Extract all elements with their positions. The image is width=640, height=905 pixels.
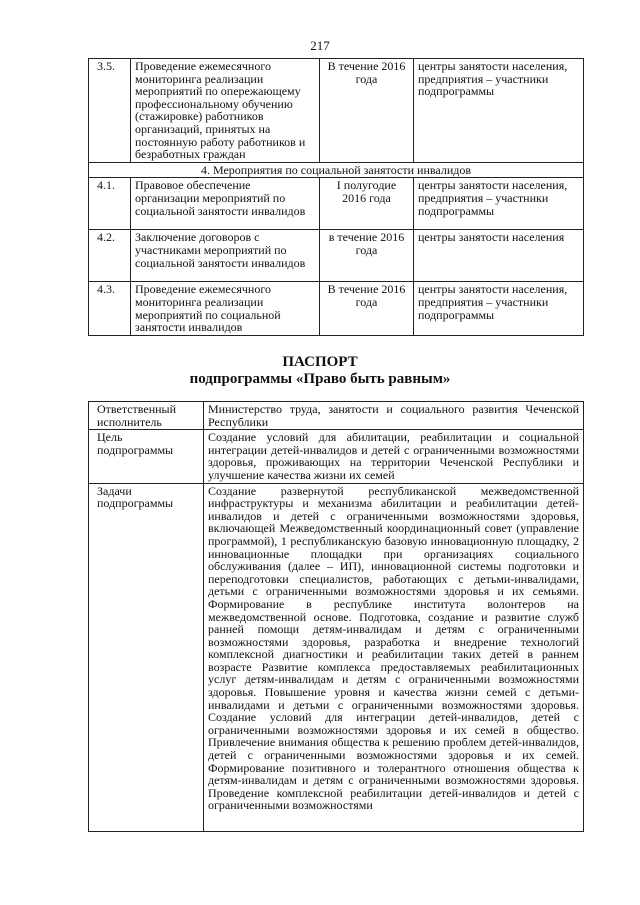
row-executors: центры занятости населения bbox=[414, 230, 584, 282]
row-action: Заключение договоров с участниками мероприятий по социальной занятости инвалидов bbox=[131, 230, 320, 282]
row-label: Задачи подпрограммы bbox=[89, 483, 204, 831]
table-row bbox=[89, 178, 584, 230]
row-value: Создание условий для абилитации, реабилитации и социальной интеграции детей-инвалидов и детей с ограниченными возможностями здоровья, проживающих на территории Чеченской Республики и улучшение качества жизни их семей bbox=[204, 430, 584, 483]
row-executors: центры занятости населения, предприятия – участники подпрограммы bbox=[414, 59, 584, 163]
row-value: Создание развернутой республиканской межведомственной инфраструктуры и механизма абилитации и реабилитации детей-инвалидов и детей с ограниченными возможностями здоровья, включающей Межведомственный координационный совет (управление программой), 1 республиканскую базовую инновационную площадку, 2 инновационные площадки при организациях социального обслуживания (далее – ИП), инновационной системы подготовки и переподготовки специалистов, работающих с детьми-инвалидами, детьми с ограниченными возможностями здоровья и их семьями. Формирование в республике института волонтеров на межведомственной основе. Подготовка, создание и развитие служб ранней помощи детям-инвалидам и детям с ограниченными возможностями здоровья, разработка и внедрение технологий комплексной диагностики и реабилитации таких детей в раннем возрасте Развитие комплекса предоставляемых реабилитационных услуг детям-инвалидам и детям с ограниченными возможностями здоровья. Повышение уровня и качества жизни семей с детьми-инвалидами и детьми с ограниченными возможностями здоровья. Создание условий для интеграции детей-инвалидов, детей с ограниченными возможностями здоровья и их семей в общество. Привлечение внимания общества к решению проблем детей-инвалидов, детей с ограниченными возможностями здоровья и их семей. Формирование позитивного и толерантного отношения общества к детям-инвалидам и детям с ограниченными возможностями здоровья. Проведение комплексной реабилитации детей-инвалидов и детей с ограниченными возможностями bbox=[204, 483, 584, 831]
row-term: в течение 2016 года bbox=[320, 230, 414, 282]
row-executors: центры занятости населения, предприятия – участники подпрограммы bbox=[414, 178, 584, 230]
passport-title-line2: подпрограммы «Право быть равным» bbox=[189, 371, 451, 387]
passport-table bbox=[88, 401, 584, 832]
row-action: Правовое обеспечение организации мероприятий по социальной занятости инвалидов bbox=[131, 178, 320, 230]
row-number: 4.3. bbox=[89, 282, 131, 335]
table-row bbox=[89, 430, 584, 483]
row-action: Проведение ежемесячного мониторинга реализации мероприятий по социальной занятости инвалидов bbox=[131, 282, 320, 335]
passport-title-line1: ПАСПОРТ bbox=[282, 354, 358, 370]
passport-title bbox=[0, 354, 640, 388]
table-row bbox=[89, 282, 584, 335]
row-executors: центры занятости населения, предприятия – участники подпрограммы bbox=[414, 282, 584, 335]
table-row bbox=[89, 230, 584, 282]
section-heading: 4. Мероприятия по социальной занятости инвалидов bbox=[89, 162, 584, 178]
row-action: Проведение ежемесячного мониторинга реализации мероприятий по опережающему профессиональному обучению (стажировке) работников организаций, принятых на постоянную работу работников и безработных граждан bbox=[131, 59, 320, 163]
row-number: 4.1. bbox=[89, 178, 131, 230]
row-number: 3.5. bbox=[89, 59, 131, 163]
table-row bbox=[89, 59, 584, 163]
row-term: I полугодие 2016 года bbox=[320, 178, 414, 230]
row-value: Министерство труда, занятости и социального развития Чеченской Республики bbox=[204, 402, 584, 430]
row-term: В течение 2016 года bbox=[320, 59, 414, 163]
row-label: Ответственный исполнитель bbox=[89, 402, 204, 430]
row-label: Цель подпрограммы bbox=[89, 430, 204, 483]
plan-table bbox=[88, 58, 584, 336]
table-row bbox=[89, 483, 584, 831]
page-number: 217 bbox=[310, 38, 330, 53]
table-row bbox=[89, 402, 584, 430]
section-row bbox=[89, 162, 584, 178]
row-term: В течение 2016 года bbox=[320, 282, 414, 335]
row-number: 4.2. bbox=[89, 230, 131, 282]
